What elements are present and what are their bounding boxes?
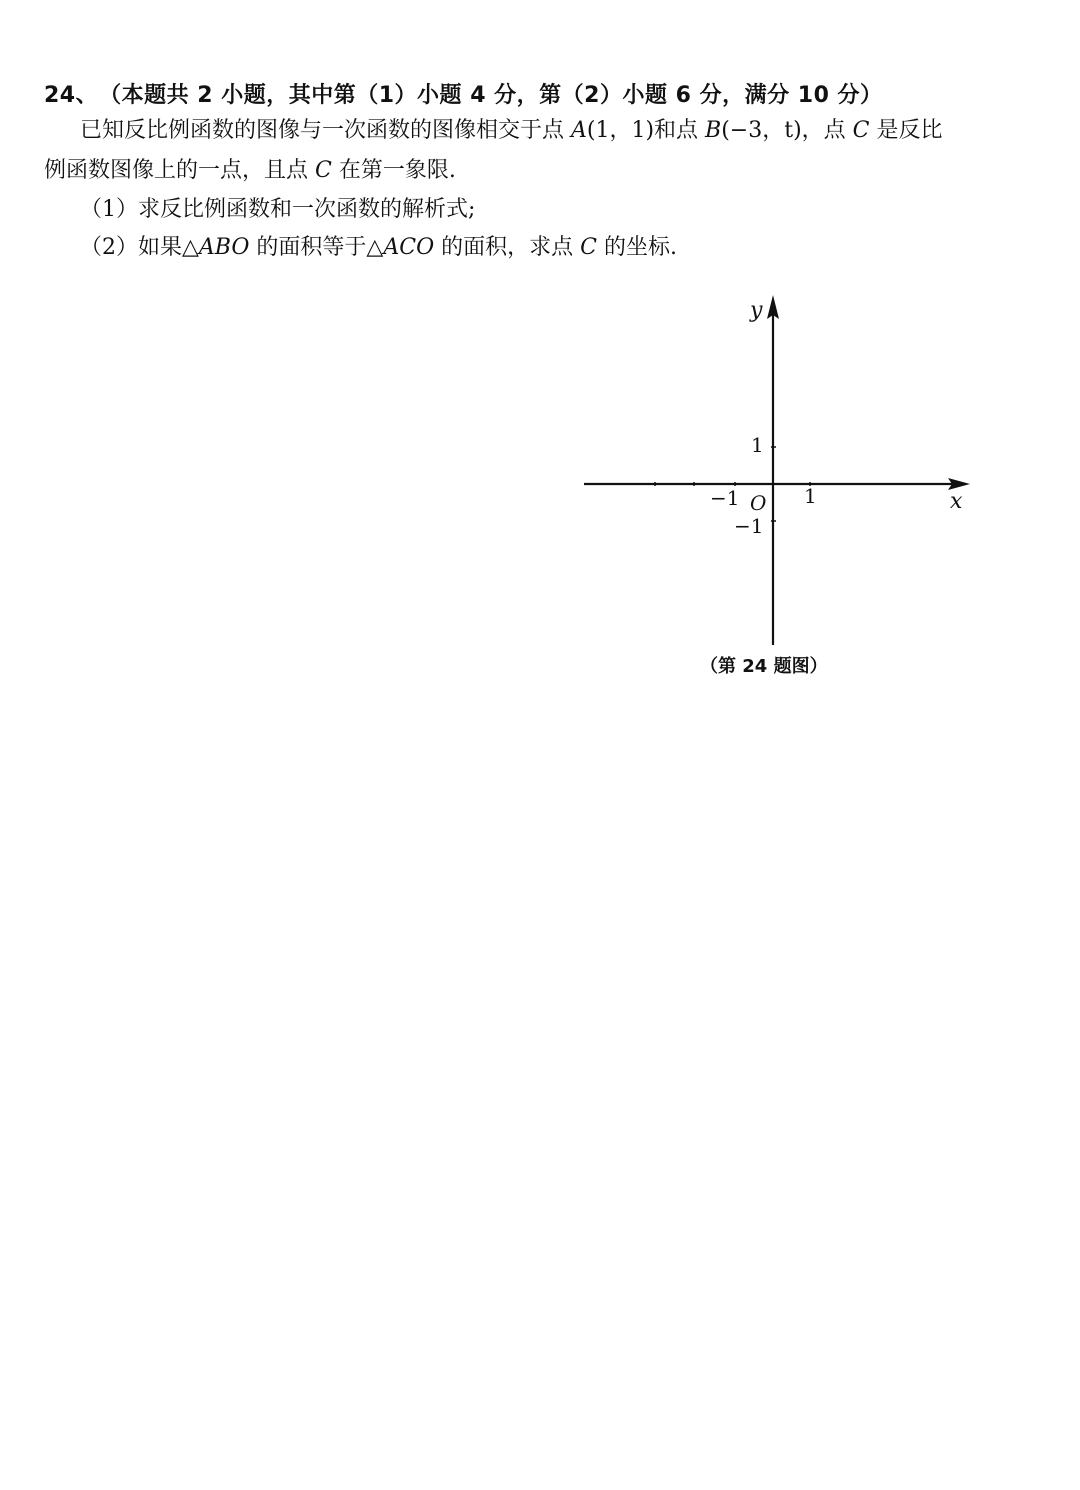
question-header [44, 78, 1054, 109]
point-c-label: C [315, 158, 332, 183]
point-c-label: C [852, 118, 870, 143]
sub2-text: 的面积等于△ [249, 235, 384, 260]
sub2-text: 的面积，求点 [434, 235, 581, 260]
stem-text: 已知反比例函数的图像与一次函数的图像相交于点 [80, 118, 571, 143]
stem-text: 在第一象限. [331, 158, 456, 183]
y-axis-label: y [750, 298, 763, 323]
question-stem-line-2 [44, 151, 1044, 191]
stem-text: (−3，t)，点 [721, 118, 853, 143]
y-tick-label-neg1: −1 [734, 514, 764, 538]
stem-text: 例函数图像上的一点，且点 [44, 158, 315, 183]
x-axis-label: x [950, 489, 963, 514]
sub2-text: 的坐标. [596, 235, 677, 260]
x-tick-label-neg1: −1 [710, 486, 740, 510]
x-tick-label-1: 1 [804, 484, 817, 508]
sub-question-2 [80, 228, 1080, 268]
sub-question-1: （1）求反比例函数和一次函数的解析式; [80, 197, 476, 222]
coordinate-figure [570, 285, 990, 695]
stem-text: (1，1)和点 [586, 118, 706, 143]
sub2-text: （2）如果△ [80, 235, 199, 260]
y-tick-label-1: 1 [751, 433, 764, 457]
score-note: （本题共 2 小题，其中第（1）小题 4 分，第（2）小题 6 分，满分 10 分） [110, 83, 883, 108]
triangle-abo-label: ABO [198, 235, 250, 260]
figure-caption: （第 24 题图） [700, 656, 828, 677]
point-a-label: A [571, 118, 587, 143]
point-b-label: B [705, 118, 722, 143]
point-c-label: C [580, 235, 597, 260]
triangle-aco-label: ACO [383, 235, 435, 260]
question-stem-line-1 [44, 111, 1044, 151]
stem-text: 是反比 [869, 118, 943, 143]
origin-label: O [750, 491, 767, 515]
question-number: 24、 [44, 83, 99, 108]
